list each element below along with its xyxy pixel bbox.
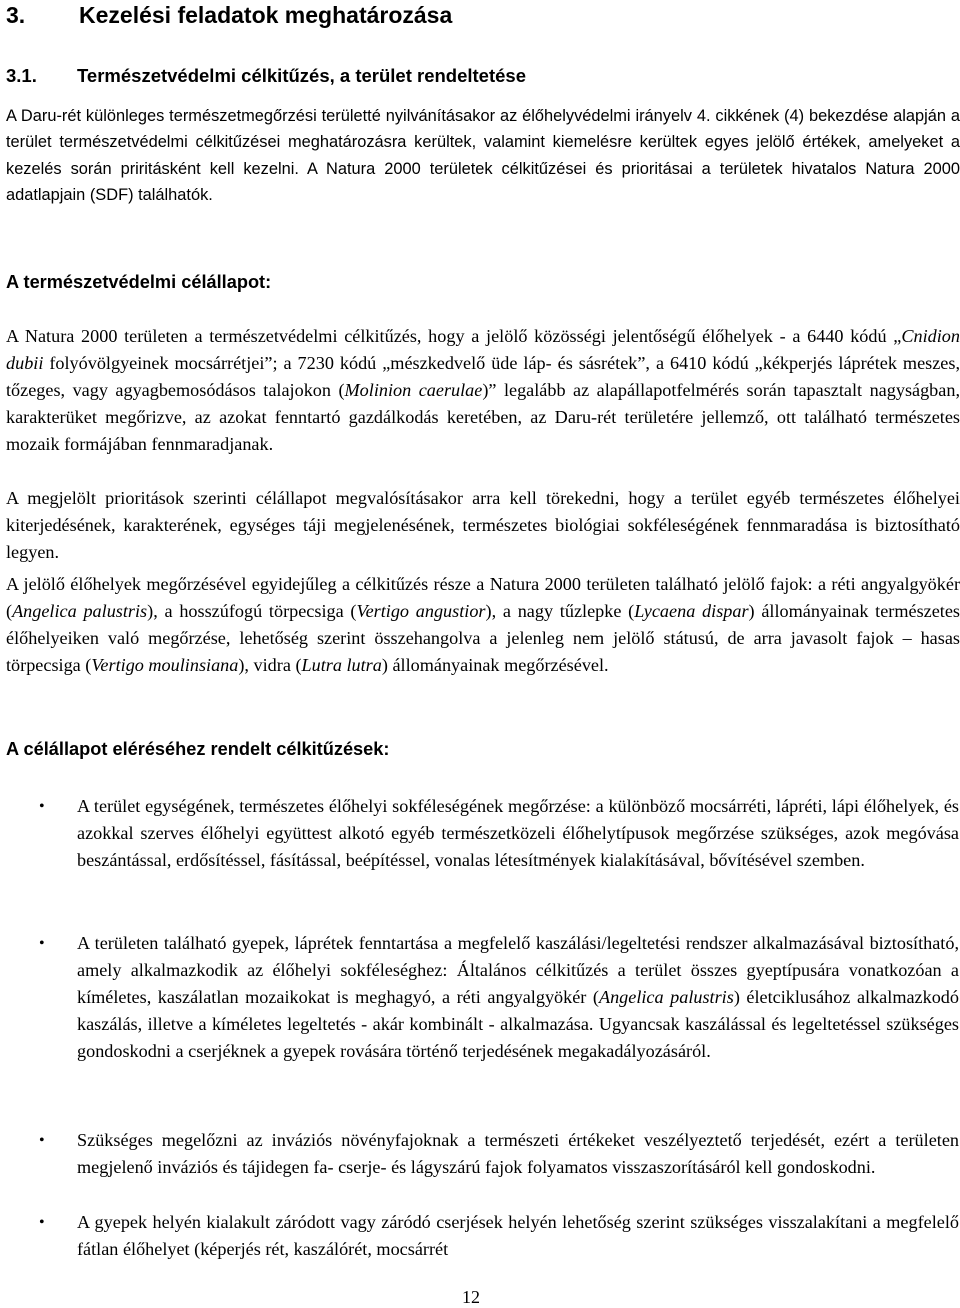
chapter-heading bbox=[6, 1, 452, 29]
section-heading bbox=[6, 64, 526, 88]
species-name: Angelica palustris bbox=[12, 601, 148, 621]
species-name: Molinion caerulae bbox=[344, 380, 483, 400]
objective-item: A gyepek helyén kialakult záródott vagy záródó cserjések helyén lehetőség szerint szükséges visszalakítani a megfelelő fátlan élőhelyet (képerjés rét, kaszálórét, mocsárrét bbox=[77, 1212, 959, 1259]
page-number: 12 bbox=[462, 1287, 480, 1307]
bullet-icon: • bbox=[39, 1214, 45, 1231]
bullet-icon: • bbox=[39, 798, 45, 815]
species-name: Lutra lutra bbox=[301, 655, 382, 675]
section-number: 3.1. bbox=[6, 65, 37, 86]
target-state-heading: A természetvédelmi célállapot: bbox=[6, 272, 272, 292]
bullet-icon: • bbox=[39, 1132, 45, 1149]
objective-item: A terület egységének, természetes élőhelyi sokféleségének megőrzése: a különböző mocsárréti, lápréti, lápi élőhelyek, és azokkal szerves élőhelyi együttest alkotó egyéb természetközeli élőhelytípusok megőrzése szükséges, azok megóvása beszántással, erdősítéssel, fásítással, beépítéssel, vonalas létesítmények kialakításával, bővítésével szemben. bbox=[77, 796, 959, 870]
species-name: Vertigo angustior bbox=[356, 601, 486, 621]
intro-paragraph: A Daru-rét különleges természetmegőrzési területté nyilvánításakor az élőhelyvédelmi irányelv 4. cikkének (4) bekezdése alapján a terület természetvédelmi célkitűzései meghatározásra kerültek, valamint kiemelésre kerültek egyes jelölő értékek, amelyeket a kezelés során priritásként kell kezelni. A Natura 2000 területek célkitűzései és prioritásai a területek hivatalos Natura 2000 adatlapjain (SDF) találhatók. bbox=[6, 107, 960, 205]
species-name: Angelica palustris bbox=[598, 987, 734, 1007]
bullet-icon: • bbox=[39, 935, 45, 952]
species-name: Vertigo moulinsiana bbox=[91, 655, 239, 675]
chapter-title: Kezelési feladatok meghatározása bbox=[79, 2, 453, 28]
target-state-paragraph: A Natura 2000 területen a természetvédelmi célkitűzés, hogy a jelölő közösségi jelentőségű élőhelyek - a 6440 kódú „Cnidion dubii folyóvölgyeinek mocsárrétjei”; a 7230 kódú „mészkedvelő üde láp- és sásrétek”, a 6410 kódú „kékperjés láprétek meszes, tőzeges, vagy agyagbemosódásos talajokon (Molinion caerulae)” legalább az alapállapotfelmérés során tapasztalt nagyságban, karakterüket megőrizve, az azokat fenntartó gazdálkodás keretében, az Daru-rét területére jellemző, ott található természetes mozaik formájában fennmaradjanak. bbox=[6, 326, 960, 454]
chapter-number: 3. bbox=[6, 2, 26, 28]
species-name: Lycaena dispar bbox=[634, 601, 749, 621]
species-name: Cnidion dubii bbox=[6, 326, 960, 373]
objective-item: A területen található gyepek, láprétek fenntartása a megfelelő kaszálási/legeltetési rendszer alkalmazásával biztosítható, amely alkalmazkodik az élőhelyi sokféleséghez: Általános célkitűzés a terület összes gyeptípusára vonatkozóan a kíméletes, kaszálatlan mozaikokat is meghagyó, a réti angyalgyökér (Angelica palustris) életciklusához alkalmazkodó kaszálás, illetve a kíméletes legeltetés - akár kombinált - alkalmazása. Ugyancsak kaszálással és legeltetéssel szükséges gondoskodni a cserjéknek a gyepek rovására történő terjedésének megakadályozásáról. bbox=[77, 933, 959, 1061]
priorities-paragraph: A megjelölt prioritások szerinti célállapot megvalósításakor arra kell törekedni, hogy a terület egyéb természetes élőhelyei kiterjedésének, karakterének, egységes táji megjelenésének, természetes biológiai sokféleségének fennmaradása is biztosítható legyen. bbox=[6, 488, 960, 562]
objective-item: Szükséges megelőzni az inváziós növényfajoknak a természeti értékeket veszélyeztető terjedését, ezért a területen megjelenő inváziós és tájidegen fa- cserje- és lágyszárú fajok folyamatos visszaszorításáról kell gondoskodni. bbox=[77, 1130, 959, 1177]
species-paragraph: A jelölő élőhelyek megőrzésével egyidejűleg a célkitűzés része a Natura 2000 területen található jelölő fajok: a réti angyalgyökér (Angelica palustris), a hosszúfogú törpecsiga (Vertigo angustior), a nagy tűzlepke (Lycaena dispar) állományainak természetes élőhelyeiken való megőrzése, lehetőség szerint összehangolva a jelenleg nem jelölő státusú, de arra javasolt fajok – hasas törpecsiga (Vertigo moulinsiana), vidra (Lutra lutra) állományainak megőrzésével. bbox=[6, 574, 960, 675]
section-title: Természetvédelmi célkitűzés, a terület rendeltetése bbox=[77, 65, 526, 86]
objectives-heading: A célállapot eléréséhez rendelt célkitűzések: bbox=[6, 739, 390, 759]
